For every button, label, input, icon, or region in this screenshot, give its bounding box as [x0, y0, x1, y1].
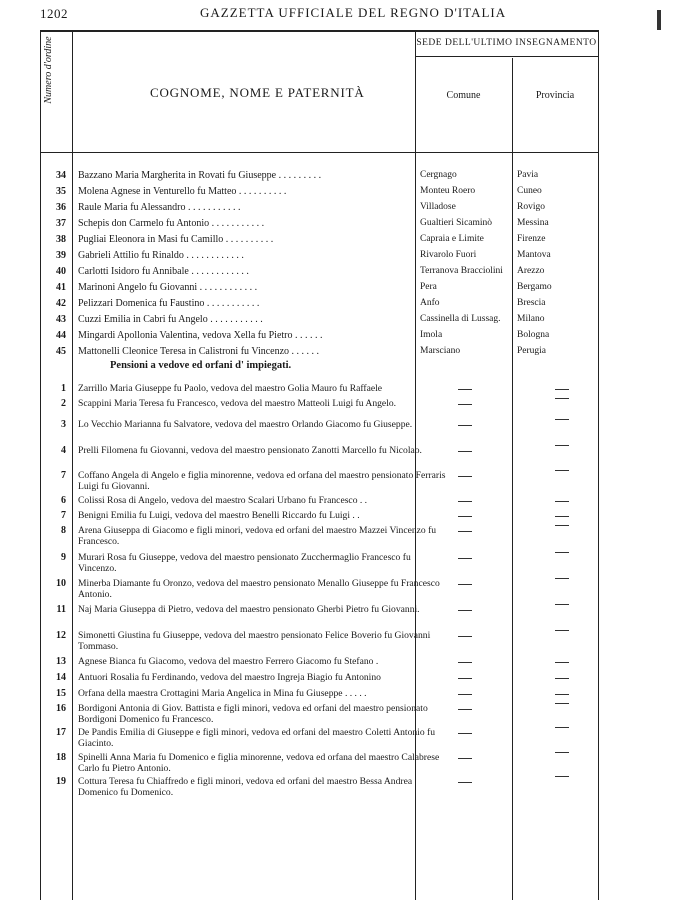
table-row: [40, 298, 598, 312]
table-row: [40, 752, 598, 776]
dash-provincia: [555, 727, 569, 728]
column-header-provincia: Provincia: [535, 90, 575, 101]
dash-provincia: [555, 516, 569, 517]
table-row: [40, 218, 598, 232]
table-row: [40, 727, 598, 751]
dash-provincia: [555, 578, 569, 579]
dash-comune: [458, 782, 472, 783]
row-name: Prelli Filomena fu Giovanni, vedova del maestro pensionato Zanotti Marcello fu Nicolao.: [78, 445, 422, 456]
table-row: [40, 630, 598, 654]
row-provincia: Perugia: [517, 346, 547, 356]
dash-comune: [458, 636, 472, 637]
row-provincia: Milano: [517, 314, 545, 324]
dash-comune: [458, 516, 472, 517]
row-comune: Anfo: [420, 298, 440, 308]
table-row: [40, 266, 598, 280]
table-row: [40, 202, 598, 216]
column-header-number: Numero d'ordine: [43, 36, 54, 104]
row-number: 7: [61, 510, 66, 521]
row-number: 16: [56, 703, 66, 714]
row-name: Pugliai Eleonora in Masi fu Camillo . . . . . . . . . .: [78, 234, 274, 245]
row-number: 44: [56, 330, 66, 341]
dash-comune: [458, 531, 472, 532]
table-border-right: [598, 30, 599, 900]
row-number: 37: [56, 218, 66, 229]
table-row: [40, 234, 598, 248]
dash-comune: [458, 694, 472, 695]
row-number: 42: [56, 298, 66, 309]
table-row: [40, 703, 598, 727]
row-name: Colissi Rosa di Angelo, vedova del maestro Scalari Urbano fu Francesco . .: [78, 495, 368, 506]
row-comune: Pera: [420, 282, 437, 292]
row-number: 17: [56, 727, 66, 738]
row-number: 4: [61, 445, 66, 456]
row-comune: Villadose: [420, 202, 456, 212]
row-name: Schepis don Carmelo fu Antonio . . . . . . . . . . .: [78, 218, 265, 229]
section-title: Pensioni a vedove ed orfani d' impiegati.: [110, 360, 292, 371]
dash-comune: [458, 678, 472, 679]
row-name: Naj Maria Giuseppa di Pietro, vedova del maestro pensionato Gherbi Pietro fu Giovanni.: [78, 604, 420, 615]
dash-provincia: [555, 630, 569, 631]
row-number: 38: [56, 234, 66, 245]
table-row: [40, 330, 598, 344]
row-provincia: Brescia: [517, 298, 546, 308]
row-comune: Marsciano: [420, 346, 461, 356]
row-name: Coffano Angela di Angelo e figlia minorenne, vedova ed orfana del maestro pensionato Ferraris Luigi fu Giovanni.: [78, 470, 446, 492]
row-name: Gabrieli Attilio fu Rinaldo . . . . . . . . . . . .: [78, 250, 244, 261]
row-number: 45: [56, 346, 66, 357]
row-provincia: Rovigo: [517, 202, 545, 212]
dash-comune: [458, 501, 472, 502]
row-name: Cuzzi Emilia in Cabri fu Angelo . . . . . . . . . . .: [78, 314, 263, 325]
row-number: 9: [61, 552, 66, 563]
table-row: [40, 470, 598, 494]
row-comune: Capraia e Limite: [420, 234, 484, 244]
dash-provincia: [555, 470, 569, 471]
column-header-sede: SEDE DELL'ULTIMO INSEGNAMENTO: [416, 38, 597, 48]
row-name: Zarrillo Maria Giuseppe fu Paolo, vedova del maestro Golia Mauro fu Raffaele: [78, 383, 383, 394]
table-row: [40, 250, 598, 264]
dash-comune: [458, 758, 472, 759]
table-row: [40, 495, 598, 508]
row-provincia: Bologna: [517, 330, 550, 340]
dash-comune: [458, 425, 472, 426]
row-number: 3: [61, 419, 66, 430]
row-comune: Monteu Roero: [420, 186, 476, 196]
table-row: [40, 170, 598, 184]
row-provincia: Cuneo: [517, 186, 542, 196]
row-name: Bordigoni Antonia di Giov. Battista e figli minori, vedova ed orfani del maestro pensionato Bordigoni Domenico fu Francesco.: [78, 703, 428, 725]
dash-provincia: [555, 703, 569, 704]
row-number: 11: [56, 604, 66, 615]
dash-provincia: [555, 662, 569, 663]
dash-comune: [458, 709, 472, 710]
dash-comune: [458, 404, 472, 405]
row-number: 10: [56, 578, 66, 589]
row-comune: Gualtieri Sicaminò: [420, 218, 493, 228]
row-number: 13: [56, 656, 66, 667]
row-number: 36: [56, 202, 66, 213]
dash-provincia: [555, 694, 569, 695]
row-number: 39: [56, 250, 66, 261]
row-number: 15: [56, 688, 66, 699]
table-row: [40, 552, 598, 576]
table-row: [40, 604, 598, 628]
dash-provincia: [555, 419, 569, 420]
row-comune: Rivarolo Fuori: [420, 250, 477, 260]
dash-provincia: [555, 776, 569, 777]
row-provincia: Messina: [517, 218, 549, 228]
table-row: [40, 510, 598, 523]
row-number: 19: [56, 776, 66, 787]
row-number: 34: [56, 170, 66, 181]
row-name: Molena Agnese in Venturello fu Matteo . . . . . . . . . .: [78, 186, 287, 197]
row-comune: Cassinella di Lussag.: [420, 314, 501, 324]
dash-comune: [458, 476, 472, 477]
row-name: Agnese Bianca fu Giacomo, vedova del maestro Ferrero Giacomo fu Stefano .: [78, 656, 379, 667]
header-bottom-rule: [40, 152, 598, 153]
row-name: Marinoni Angelo fu Giovanni . . . . . . . . . . . .: [78, 282, 258, 293]
row-name: Pelizzari Domenica fu Faustino . . . . . . . . . . .: [78, 298, 260, 309]
table-row: [40, 688, 598, 701]
table-row: [40, 525, 598, 549]
row-number: 2: [61, 398, 66, 409]
row-number: 8: [61, 525, 66, 536]
dash-provincia: [555, 389, 569, 390]
dash-provincia: [555, 501, 569, 502]
row-number: 1: [61, 383, 66, 394]
table-row: [40, 656, 598, 669]
row-name: Antuori Rosalia fu Ferdinando, vedova del maestro Ingreja Biagio fu Antonino: [78, 672, 381, 683]
row-name: Scappini Maria Teresa fu Francesco, vedova del maestro Matteoli Luigi fu Angelo.: [78, 398, 397, 409]
dash-comune: [458, 584, 472, 585]
dash-comune: [458, 389, 472, 390]
dash-comune: [458, 558, 472, 559]
row-name: Benigni Emilia fu Luigi, vedova del maestro Benelli Riccardo fu Luigi . .: [78, 510, 360, 521]
column-header-name: COGNOME, NOME E PATERNITÀ: [150, 85, 365, 100]
table-row: [40, 314, 598, 328]
dash-comune: [458, 662, 472, 663]
row-name: Mingardi Apollonia Valentina, vedova Xella fu Pietro . . . . . .: [78, 330, 323, 341]
dash-comune: [458, 733, 472, 734]
dash-provincia: [555, 525, 569, 526]
row-number: 12: [56, 630, 66, 641]
dash-provincia: [555, 445, 569, 446]
dash-comune: [458, 610, 472, 611]
row-provincia: Mantova: [517, 250, 551, 260]
row-name: Orfana della maestra Crottagini Maria Angelica in Mina fu Giuseppe . . . . .: [78, 688, 367, 699]
dash-comune: [458, 451, 472, 452]
row-name: Cottura Teresa fu Chiaffredo e figli minori, vedova ed orfani del maestro Bessa Andrea Domenico fu Domenico.: [78, 776, 413, 798]
row-comune: Imola: [420, 330, 443, 340]
row-number: 18: [56, 752, 66, 763]
row-number: 41: [56, 282, 66, 293]
row-name: De Pandis Emilia di Giuseppe e figli minori, vedova ed orfani del maestro Coletti Antonio fu Giacinto.: [78, 727, 436, 749]
table-row: [40, 445, 598, 469]
margin-mark: [657, 10, 661, 30]
row-name: Bazzano Maria Margherita in Rovati fu Giuseppe . . . . . . . . .: [78, 170, 322, 181]
top-rule: [40, 30, 598, 32]
table-row: [40, 776, 598, 800]
row-provincia: Arezzo: [517, 266, 545, 276]
dash-provincia: [555, 552, 569, 553]
table-row: [40, 282, 598, 296]
column-header-comune: Comune: [446, 90, 481, 101]
row-name: Simonetti Giustina fu Giuseppe, vedova del maestro pensionato Felice Boverio fu Giovanni Tommaso.: [78, 630, 431, 652]
table-row: [40, 672, 598, 685]
row-number: 14: [56, 672, 66, 683]
row-provincia: Bergamo: [517, 282, 552, 292]
table-row: [40, 383, 598, 396]
row-name: Carlotti Isidoro fu Annibale . . . . . . . . . . . .: [78, 266, 249, 277]
row-comune: Cergnago: [420, 170, 457, 180]
table-row: [40, 419, 598, 443]
row-number: 35: [56, 186, 66, 197]
row-provincia: Pavia: [517, 170, 539, 180]
dash-provincia: [555, 604, 569, 605]
row-comune: Terranova Bracciolini: [420, 266, 503, 276]
dash-provincia: [555, 398, 569, 399]
row-number: 43: [56, 314, 66, 325]
row-number: 7: [61, 470, 66, 481]
table-row: [40, 578, 598, 602]
row-name: Mattonelli Cleonice Teresa in Calistroni fu Vincenzo . . . . . .: [78, 346, 320, 357]
row-number: 40: [56, 266, 66, 277]
row-name: Minerba Diamante fu Oronzo, vedova del maestro pensionato Menallo Giuseppe fu Francesco Antonio.: [78, 578, 440, 600]
row-name: Spinelli Anna Maria fu Domenico e figlia minorenne, vedova ed orfana del maestro Calabrese Carlo fu Pietro Antonio.: [78, 752, 440, 774]
dash-provincia: [555, 678, 569, 679]
table-row: [40, 186, 598, 200]
row-provincia: Firenze: [517, 234, 546, 244]
row-name: Lo Vecchio Marianna fu Salvatore, vedova del maestro Orlando Giacomo fu Giuseppe.: [78, 419, 413, 430]
page-number: 1202: [40, 6, 68, 21]
gazette-title: GAZZETTA UFFICIALE DEL REGNO D'ITALIA: [200, 5, 507, 20]
sede-header-rule: [415, 56, 598, 57]
dash-provincia: [555, 752, 569, 753]
table-row: [40, 346, 598, 360]
row-name: Murari Rosa fu Giuseppe, vedova del maestro pensionato Zucchermaglio Francesco fu Vincenzo.: [78, 552, 411, 574]
row-name: Raule Maria fu Alessandro . . . . . . . . . . .: [78, 202, 241, 213]
row-number: 6: [61, 495, 66, 506]
row-name: Arena Giuseppa di Giacomo e figli minori, vedova ed orfani del maestro Mazzei Vincenzo fu Francesco.: [78, 525, 437, 547]
